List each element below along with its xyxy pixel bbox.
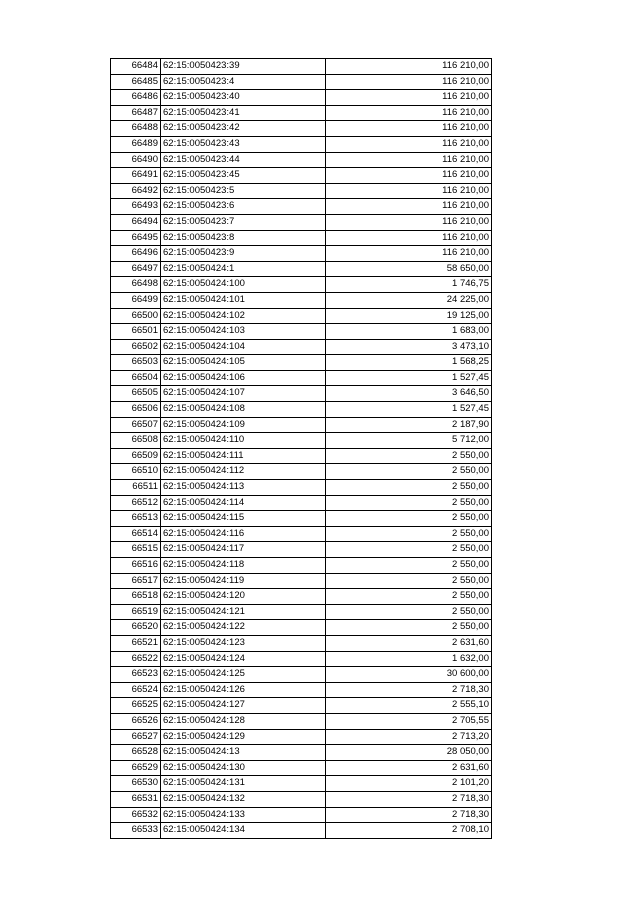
cadastral-number-cell: 62:15:0050423:4 xyxy=(161,74,326,90)
row-number-cell: 66496 xyxy=(111,246,161,262)
table-row xyxy=(111,136,492,152)
row-number-cell: 66511 xyxy=(111,480,161,496)
row-number-cell: 66490 xyxy=(111,152,161,168)
table-row xyxy=(111,230,492,246)
table-row xyxy=(111,168,492,184)
table-row xyxy=(111,760,492,776)
cadastral-value-cell: 58 650,00 xyxy=(326,261,492,277)
row-number-cell: 66526 xyxy=(111,713,161,729)
cadastral-number-cell: 62:15:0050424:112 xyxy=(161,464,326,480)
row-number-cell: 66494 xyxy=(111,214,161,230)
cadastral-value-cell: 116 210,00 xyxy=(326,121,492,137)
table-row xyxy=(111,729,492,745)
table-row xyxy=(111,682,492,698)
row-number-cell: 66520 xyxy=(111,620,161,636)
row-number-cell: 66517 xyxy=(111,573,161,589)
row-number-cell: 66522 xyxy=(111,651,161,667)
cadastral-number-cell: 62:15:0050423:41 xyxy=(161,105,326,121)
table-row xyxy=(111,59,492,75)
row-number-cell: 66510 xyxy=(111,464,161,480)
cadastral-value-cell: 116 210,00 xyxy=(326,74,492,90)
cadastral-value-cell: 2 550,00 xyxy=(326,589,492,605)
table-row xyxy=(111,355,492,371)
cadastral-value-cell: 24 225,00 xyxy=(326,292,492,308)
cadastral-number-cell: 62:15:0050424:113 xyxy=(161,480,326,496)
cadastral-number-cell: 62:15:0050424:122 xyxy=(161,620,326,636)
cadastral-value-cell: 116 210,00 xyxy=(326,90,492,106)
row-number-cell: 66495 xyxy=(111,230,161,246)
cadastral-value-cell: 2 631,60 xyxy=(326,635,492,651)
table-row xyxy=(111,558,492,574)
row-number-cell: 66493 xyxy=(111,199,161,215)
row-number-cell: 66502 xyxy=(111,339,161,355)
table-row xyxy=(111,308,492,324)
cadastral-value-cell: 2 708,10 xyxy=(326,823,492,839)
table-row xyxy=(111,183,492,199)
cadastral-number-cell: 62:15:0050424:106 xyxy=(161,370,326,386)
cadastral-number-cell: 62:15:0050424:115 xyxy=(161,511,326,527)
cadastral-value-cell: 2 550,00 xyxy=(326,448,492,464)
cadastral-value-cell: 19 125,00 xyxy=(326,308,492,324)
cadastral-value-cell: 2 550,00 xyxy=(326,526,492,542)
table-row xyxy=(111,277,492,293)
cadastral-value-cell: 1 527,45 xyxy=(326,370,492,386)
row-number-cell: 66505 xyxy=(111,386,161,402)
cadastral-value-cell: 1 632,00 xyxy=(326,651,492,667)
table-row xyxy=(111,573,492,589)
table-row xyxy=(111,339,492,355)
cadastral-value-cell: 1 746,75 xyxy=(326,277,492,293)
row-number-cell: 66528 xyxy=(111,745,161,761)
table-row xyxy=(111,745,492,761)
row-number-cell: 66491 xyxy=(111,168,161,184)
cadastral-number-cell: 62:15:0050424:105 xyxy=(161,355,326,371)
cadastral-number-cell: 62:15:0050424:129 xyxy=(161,729,326,745)
cadastral-number-cell: 62:15:0050424:119 xyxy=(161,573,326,589)
row-number-cell: 66503 xyxy=(111,355,161,371)
cadastral-number-cell: 62:15:0050424:102 xyxy=(161,308,326,324)
table-row xyxy=(111,651,492,667)
table-row xyxy=(111,667,492,683)
cadastral-number-cell: 62:15:0050424:100 xyxy=(161,277,326,293)
cadastral-value-cell: 5 712,00 xyxy=(326,433,492,449)
table-row xyxy=(111,526,492,542)
table-row xyxy=(111,776,492,792)
cadastral-value-cell: 116 210,00 xyxy=(326,105,492,121)
row-number-cell: 66532 xyxy=(111,807,161,823)
row-number-cell: 66500 xyxy=(111,308,161,324)
table-body xyxy=(111,59,492,839)
cadastral-value-cell: 30 600,00 xyxy=(326,667,492,683)
cadastral-number-cell: 62:15:0050424:111 xyxy=(161,448,326,464)
row-number-cell: 66485 xyxy=(111,74,161,90)
table-row xyxy=(111,417,492,433)
cadastral-value-cell: 2 705,55 xyxy=(326,713,492,729)
row-number-cell: 66512 xyxy=(111,495,161,511)
row-number-cell: 66525 xyxy=(111,698,161,714)
row-number-cell: 66533 xyxy=(111,823,161,839)
cadastral-value-cell: 2 550,00 xyxy=(326,542,492,558)
cadastral-value-cell: 2 718,30 xyxy=(326,807,492,823)
table-row xyxy=(111,324,492,340)
cadastral-number-cell: 62:15:0050423:40 xyxy=(161,90,326,106)
cadastral-value-cell: 2 555,10 xyxy=(326,698,492,714)
cadastral-value-cell: 2 713,20 xyxy=(326,729,492,745)
row-number-cell: 66508 xyxy=(111,433,161,449)
row-number-cell: 66531 xyxy=(111,791,161,807)
cadastral-value-cell: 116 210,00 xyxy=(326,136,492,152)
row-number-cell: 66488 xyxy=(111,121,161,137)
row-number-cell: 66524 xyxy=(111,682,161,698)
row-number-cell: 66498 xyxy=(111,277,161,293)
cadastral-number-cell: 62:15:0050423:7 xyxy=(161,214,326,230)
table-row xyxy=(111,464,492,480)
row-number-cell: 66527 xyxy=(111,729,161,745)
cadastral-value-cell: 2 550,00 xyxy=(326,620,492,636)
table-row xyxy=(111,791,492,807)
table-row xyxy=(111,620,492,636)
cadastral-number-cell: 62:15:0050424:110 xyxy=(161,433,326,449)
table-row xyxy=(111,495,492,511)
table-row xyxy=(111,807,492,823)
cadastral-number-cell: 62:15:0050424:103 xyxy=(161,324,326,340)
row-number-cell: 66509 xyxy=(111,448,161,464)
table-row xyxy=(111,74,492,90)
cadastral-value-cell: 2 187,90 xyxy=(326,417,492,433)
cadastral-value-cell: 116 210,00 xyxy=(326,199,492,215)
cadastral-number-cell: 62:15:0050424:101 xyxy=(161,292,326,308)
table-row xyxy=(111,542,492,558)
cadastral-value-cell: 116 210,00 xyxy=(326,152,492,168)
cadastral-value-cell: 116 210,00 xyxy=(326,246,492,262)
cadastral-number-cell: 62:15:0050423:5 xyxy=(161,183,326,199)
cadastral-value-cell: 2 550,00 xyxy=(326,604,492,620)
cadastral-number-cell: 62:15:0050424:108 xyxy=(161,402,326,418)
table-row xyxy=(111,448,492,464)
row-number-cell: 66506 xyxy=(111,402,161,418)
cadastral-number-cell: 62:15:0050424:118 xyxy=(161,558,326,574)
row-number-cell: 66529 xyxy=(111,760,161,776)
cadastral-value-cell: 3 646,50 xyxy=(326,386,492,402)
table-row xyxy=(111,292,492,308)
cadastral-number-cell: 62:15:0050424:131 xyxy=(161,776,326,792)
table-row xyxy=(111,635,492,651)
cadastral-number-cell: 62:15:0050423:39 xyxy=(161,59,326,75)
cadastral-number-cell: 62:15:0050423:44 xyxy=(161,152,326,168)
row-number-cell: 66501 xyxy=(111,324,161,340)
cadastral-value-cell: 2 550,00 xyxy=(326,464,492,480)
row-number-cell: 66516 xyxy=(111,558,161,574)
cadastral-value-cell: 2 550,00 xyxy=(326,495,492,511)
table-row xyxy=(111,713,492,729)
row-number-cell: 66515 xyxy=(111,542,161,558)
cadastral-value-cell: 116 210,00 xyxy=(326,183,492,199)
table-row xyxy=(111,214,492,230)
row-number-cell: 66507 xyxy=(111,417,161,433)
cadastral-value-cell: 116 210,00 xyxy=(326,168,492,184)
table-row xyxy=(111,511,492,527)
cadastral-value-cell: 116 210,00 xyxy=(326,214,492,230)
cadastral-value-cell: 1 527,45 xyxy=(326,402,492,418)
table-row xyxy=(111,105,492,121)
table-row xyxy=(111,386,492,402)
cadastral-number-cell: 62:15:0050424:124 xyxy=(161,651,326,667)
row-number-cell: 66530 xyxy=(111,776,161,792)
table-row xyxy=(111,370,492,386)
cadastral-value-cell: 2 718,30 xyxy=(326,682,492,698)
row-number-cell: 66504 xyxy=(111,370,161,386)
cadastral-number-cell: 62:15:0050424:13 xyxy=(161,745,326,761)
cadastral-value-cell: 116 210,00 xyxy=(326,230,492,246)
cadastral-number-cell: 62:15:0050424:123 xyxy=(161,635,326,651)
cadastral-number-cell: 62:15:0050424:125 xyxy=(161,667,326,683)
table-row xyxy=(111,698,492,714)
cadastral-value-cell: 2 101,20 xyxy=(326,776,492,792)
table-row xyxy=(111,261,492,277)
cadastral-value-cell: 1 568,25 xyxy=(326,355,492,371)
cadastral-value-cell: 116 210,00 xyxy=(326,59,492,75)
cadastral-value-cell: 28 050,00 xyxy=(326,745,492,761)
cadastral-number-cell: 62:15:0050424:114 xyxy=(161,495,326,511)
row-number-cell: 66514 xyxy=(111,526,161,542)
cadastral-number-cell: 62:15:0050423:45 xyxy=(161,168,326,184)
cadastral-number-cell: 62:15:0050424:117 xyxy=(161,542,326,558)
row-number-cell: 66486 xyxy=(111,90,161,106)
row-number-cell: 66518 xyxy=(111,589,161,605)
cadastral-number-cell: 62:15:0050424:130 xyxy=(161,760,326,776)
cadastral-value-cell: 2 550,00 xyxy=(326,480,492,496)
row-number-cell: 66489 xyxy=(111,136,161,152)
cadastral-number-cell: 62:15:0050424:107 xyxy=(161,386,326,402)
cadastral-number-cell: 62:15:0050424:134 xyxy=(161,823,326,839)
cadastral-number-cell: 62:15:0050423:42 xyxy=(161,121,326,137)
row-number-cell: 66519 xyxy=(111,604,161,620)
row-number-cell: 66523 xyxy=(111,667,161,683)
row-number-cell: 66487 xyxy=(111,105,161,121)
table-row xyxy=(111,90,492,106)
cadastral-number-cell: 62:15:0050423:8 xyxy=(161,230,326,246)
cadastral-number-cell: 62:15:0050423:6 xyxy=(161,199,326,215)
table-row xyxy=(111,480,492,496)
table-row xyxy=(111,589,492,605)
row-number-cell: 66513 xyxy=(111,511,161,527)
cadastral-value-cell: 1 683,00 xyxy=(326,324,492,340)
cadastral-number-cell: 62:15:0050423:9 xyxy=(161,246,326,262)
table-row xyxy=(111,121,492,137)
cadastral-number-cell: 62:15:0050423:43 xyxy=(161,136,326,152)
table-row xyxy=(111,604,492,620)
cadastral-value-cell: 2 631,60 xyxy=(326,760,492,776)
table-row xyxy=(111,152,492,168)
row-number-cell: 66497 xyxy=(111,261,161,277)
cadastral-value-cell: 2 550,00 xyxy=(326,573,492,589)
cadastral-number-cell: 62:15:0050424:132 xyxy=(161,791,326,807)
cadastral-number-cell: 62:15:0050424:128 xyxy=(161,713,326,729)
cadastral-number-cell: 62:15:0050424:127 xyxy=(161,698,326,714)
table-row xyxy=(111,246,492,262)
cadastral-number-cell: 62:15:0050424:104 xyxy=(161,339,326,355)
cadastral-value-table xyxy=(110,58,492,839)
cadastral-number-cell: 62:15:0050424:133 xyxy=(161,807,326,823)
table-row xyxy=(111,199,492,215)
cadastral-value-cell: 2 550,00 xyxy=(326,511,492,527)
row-number-cell: 66484 xyxy=(111,59,161,75)
row-number-cell: 66499 xyxy=(111,292,161,308)
table-row xyxy=(111,823,492,839)
cadastral-number-cell: 62:15:0050424:1 xyxy=(161,261,326,277)
cadastral-value-cell: 2 718,30 xyxy=(326,791,492,807)
cadastral-value-cell: 2 550,00 xyxy=(326,558,492,574)
cadastral-number-cell: 62:15:0050424:109 xyxy=(161,417,326,433)
row-number-cell: 66521 xyxy=(111,635,161,651)
table-row xyxy=(111,402,492,418)
row-number-cell: 66492 xyxy=(111,183,161,199)
cadastral-value-cell: 3 473,10 xyxy=(326,339,492,355)
table-row xyxy=(111,433,492,449)
cadastral-number-cell: 62:15:0050424:121 xyxy=(161,604,326,620)
cadastral-number-cell: 62:15:0050424:120 xyxy=(161,589,326,605)
cadastral-number-cell: 62:15:0050424:126 xyxy=(161,682,326,698)
cadastral-number-cell: 62:15:0050424:116 xyxy=(161,526,326,542)
